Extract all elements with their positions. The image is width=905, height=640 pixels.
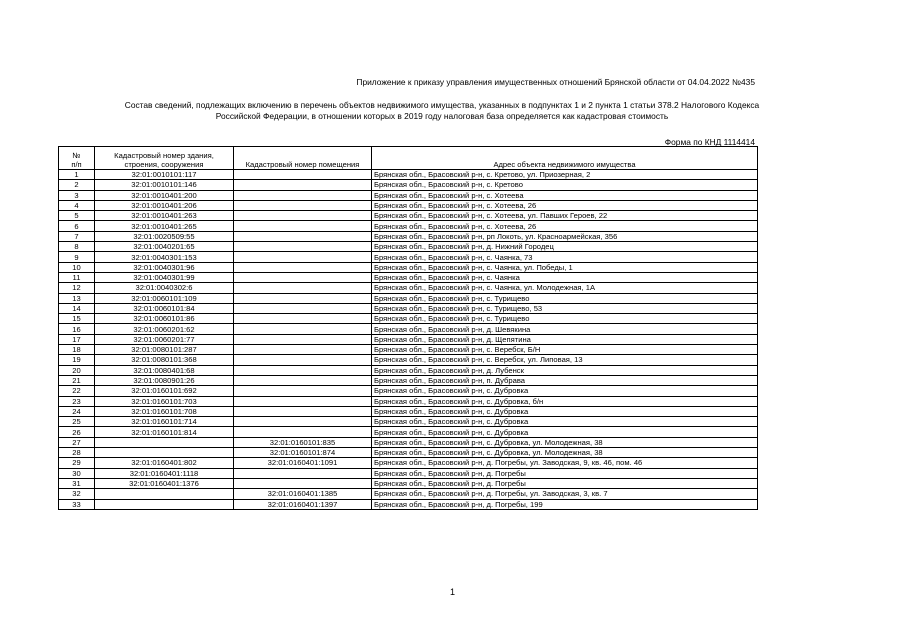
table-row xyxy=(59,427,758,437)
cell-num: 22 xyxy=(59,386,95,396)
cell-room: 32:01:0160401:1397 xyxy=(234,499,372,509)
cell-room xyxy=(234,314,372,324)
cell-num: 6 xyxy=(59,221,95,231)
table-row xyxy=(59,221,758,231)
cell-building: 32:01:0060101:84 xyxy=(95,303,234,313)
cell-num: 1 xyxy=(59,170,95,180)
table-row xyxy=(59,262,758,272)
cell-address: Брянская обл., Брасовский р-н, д. Погребы xyxy=(372,478,758,488)
cell-room xyxy=(234,190,372,200)
table-row xyxy=(59,417,758,427)
cell-room xyxy=(234,478,372,488)
header-building xyxy=(95,147,234,170)
cell-building: 32:01:0160401:1118 xyxy=(95,468,234,478)
cell-room xyxy=(234,375,372,385)
table-row xyxy=(59,252,758,262)
cell-address: Брянская обл., Брасовский р-н, д. Погребы, ул. Заводская, 9, кв. 46, пом. 46 xyxy=(372,458,758,468)
cell-room xyxy=(234,355,372,365)
cell-address: Брянская обл., Брасовский р-н, д. Щепятина xyxy=(372,334,758,344)
table-row xyxy=(59,180,758,190)
cell-address: Брянская обл., Брасовский р-н, с. Кретово xyxy=(372,180,758,190)
cell-building xyxy=(95,499,234,509)
table-row xyxy=(59,303,758,313)
cell-address: Брянская обл., Брасовский р-н, с. Турищево xyxy=(372,314,758,324)
cell-num: 28 xyxy=(59,448,95,458)
cell-room xyxy=(234,272,372,282)
table-row xyxy=(59,324,758,334)
cell-room xyxy=(234,406,372,416)
cell-num: 3 xyxy=(59,190,95,200)
cell-num: 30 xyxy=(59,468,95,478)
cell-num: 16 xyxy=(59,324,95,334)
cell-room xyxy=(234,170,372,180)
cell-room xyxy=(234,427,372,437)
cell-room xyxy=(234,345,372,355)
cell-address: Брянская обл., Брасовский р-н, с. Дубровка xyxy=(372,386,758,396)
header-num-line-2: п/п xyxy=(71,160,82,169)
cell-room xyxy=(234,334,372,344)
property-table xyxy=(58,146,758,510)
cell-num: 23 xyxy=(59,396,95,406)
cell-building: 32:01:0160101:692 xyxy=(95,386,234,396)
cell-building: 32:01:0040302:6 xyxy=(95,283,234,293)
cell-room xyxy=(234,262,372,272)
cell-building: 32:01:0160101:814 xyxy=(95,427,234,437)
cell-address: Брянская обл., Брасовский р-н, рп Локоть, ул. Красноармейская, 356 xyxy=(372,231,758,241)
table-row xyxy=(59,272,758,282)
cell-num: 19 xyxy=(59,355,95,365)
cell-address: Брянская обл., Брасовский р-н, с. Хотеева, ул. Павших Героев, 22 xyxy=(372,211,758,221)
table-row xyxy=(59,334,758,344)
cell-num: 21 xyxy=(59,375,95,385)
cell-num: 4 xyxy=(59,200,95,210)
cell-building: 32:01:0010101:117 xyxy=(95,170,234,180)
cell-num: 5 xyxy=(59,211,95,221)
header-building-line-2: строения, сооружения xyxy=(124,160,204,169)
table-row xyxy=(59,242,758,252)
cell-room xyxy=(234,396,372,406)
cell-num: 24 xyxy=(59,406,95,416)
cell-building: 32:01:0160101:708 xyxy=(95,406,234,416)
table-row xyxy=(59,190,758,200)
cell-address: Брянская обл., Брасовский р-н, с. Дубровка xyxy=(372,417,758,427)
cell-num: 13 xyxy=(59,293,95,303)
table-row xyxy=(59,396,758,406)
cell-room xyxy=(234,417,372,427)
cell-address: Брянская обл., Брасовский р-н, с. Хотеева, 26 xyxy=(372,200,758,210)
cell-building: 32:01:0010101:146 xyxy=(95,180,234,190)
cell-room xyxy=(234,211,372,221)
cell-room xyxy=(234,386,372,396)
table-row xyxy=(59,468,758,478)
table-row xyxy=(59,293,758,303)
cell-address: Брянская обл., Брасовский р-н, с. Хотеева, 26 xyxy=(372,221,758,231)
table-row xyxy=(59,283,758,293)
header-room: Кадастровый номер помещения xyxy=(234,147,372,170)
cell-address: Брянская обл., Брасовский р-н, с. Дубровка, б/н xyxy=(372,396,758,406)
cell-address: Брянская обл., Брасовский р-н, д. Погребы, 199 xyxy=(372,499,758,509)
table-row xyxy=(59,448,758,458)
subtitle-line-1: Состав сведений, подлежащих включению в перечень объектов недвижимого имущества, указанных в подпунктах 1 и 2 пункта 1 статьи 378.2 Налогового Кодекса xyxy=(124,100,760,110)
cell-building: 32:01:0080901:26 xyxy=(95,375,234,385)
cell-address: Брянская обл., Брасовский р-н, с. Чаянка, 73 xyxy=(372,252,758,262)
cell-building: 32:01:0010401:206 xyxy=(95,200,234,210)
cell-room xyxy=(234,283,372,293)
header-address: Адрес объекта недвижимого имущества xyxy=(372,147,758,170)
table-row xyxy=(59,499,758,509)
cell-room xyxy=(234,242,372,252)
cell-room xyxy=(234,468,372,478)
cell-num: 14 xyxy=(59,303,95,313)
cell-building: 32:01:0040301:96 xyxy=(95,262,234,272)
cell-building xyxy=(95,489,234,499)
cell-address: Брянская обл., Брасовский р-н, д. Нижний Городец xyxy=(372,242,758,252)
cell-building: 32:01:0080401:68 xyxy=(95,365,234,375)
cell-address: Брянская обл., Брасовский р-н, с. Турищево xyxy=(372,293,758,303)
cell-address: Брянская обл., Брасовский р-н, с. Турищево, 53 xyxy=(372,303,758,313)
cell-building: 32:01:0160101:703 xyxy=(95,396,234,406)
cell-num: 18 xyxy=(59,345,95,355)
cell-address: Брянская обл., Брасовский р-н, с. Дубровка xyxy=(372,406,758,416)
cell-num: 25 xyxy=(59,417,95,427)
cell-num: 9 xyxy=(59,252,95,262)
header-row xyxy=(59,147,758,170)
cell-building: 32:01:0010401:200 xyxy=(95,190,234,200)
cell-address: Брянская обл., Брасовский р-н, д. Шевякина xyxy=(372,324,758,334)
cell-building xyxy=(95,448,234,458)
cell-num: 10 xyxy=(59,262,95,272)
cell-building: 32:01:0010401:263 xyxy=(95,211,234,221)
cell-address: Брянская обл., Брасовский р-н, с. Веребск, Б/Н xyxy=(372,345,758,355)
cell-address: Брянская обл., Брасовский р-н, с. Веребск, ул. Липовая, 13 xyxy=(372,355,758,365)
cell-room xyxy=(234,200,372,210)
appendix-note: Приложение к приказу управления имущественных отношений Брянской области от 04.04.2022 №435 xyxy=(356,77,755,87)
cell-room: 32:01:0160401:1385 xyxy=(234,489,372,499)
cell-num: 7 xyxy=(59,231,95,241)
cell-address: Брянская обл., Брасовский р-н, д. Погребы, ул. Заводская, 3, кв. 7 xyxy=(372,489,758,499)
cell-building: 32:01:0160401:802 xyxy=(95,458,234,468)
cell-room xyxy=(234,231,372,241)
cell-building: 32:01:0060101:109 xyxy=(95,293,234,303)
cell-num: 33 xyxy=(59,499,95,509)
cell-address: Брянская обл., Брасовский р-н, с. Дубровка xyxy=(372,427,758,437)
subtitle-line-2: Российской Федерации, в отношении которых в 2019 году налоговая база определяется как кадастровая стоимость xyxy=(215,111,669,121)
table-row xyxy=(59,355,758,365)
header-num-line-1: № xyxy=(72,151,81,160)
cell-room: 32:01:0160101:874 xyxy=(234,448,372,458)
cell-room xyxy=(234,221,372,231)
table-row xyxy=(59,406,758,416)
cell-num: 17 xyxy=(59,334,95,344)
cell-address: Брянская обл., Брасовский р-н, д. Погребы xyxy=(372,468,758,478)
page-number: 1 xyxy=(449,587,455,597)
cell-building: 32:01:0060101:86 xyxy=(95,314,234,324)
header-num xyxy=(59,147,95,170)
cell-num: 26 xyxy=(59,427,95,437)
cell-num: 2 xyxy=(59,180,95,190)
table-row xyxy=(59,386,758,396)
table-row xyxy=(59,375,758,385)
table-body xyxy=(59,170,758,510)
cell-num: 20 xyxy=(59,365,95,375)
cell-num: 31 xyxy=(59,478,95,488)
cell-num: 11 xyxy=(59,272,95,282)
table-row xyxy=(59,170,758,180)
table-row xyxy=(59,200,758,210)
cell-building: 32:01:0060201:77 xyxy=(95,334,234,344)
cell-building: 32:01:0010401:265 xyxy=(95,221,234,231)
cell-num: 27 xyxy=(59,437,95,447)
cell-building: 32:01:0060201:62 xyxy=(95,324,234,334)
cell-address: Брянская обл., Брасовский р-н, д. Лубенск xyxy=(372,365,758,375)
cell-address: Брянская обл., Брасовский р-н, с. Хотеева xyxy=(372,190,758,200)
cell-num: 8 xyxy=(59,242,95,252)
cell-building: 32:01:0040301:99 xyxy=(95,272,234,282)
cell-building: 32:01:0080101:287 xyxy=(95,345,234,355)
table-row xyxy=(59,458,758,468)
cell-address: Брянская обл., Брасовский р-н, с. Чаянка, ул. Победы, 1 xyxy=(372,262,758,272)
cell-building xyxy=(95,437,234,447)
form-code: Форма по КНД 1114414 xyxy=(664,137,755,147)
document-subtitle xyxy=(72,100,812,122)
cell-building: 32:01:0160101:714 xyxy=(95,417,234,427)
cell-address: Брянская обл., Брасовский р-н, с. Дубровка, ул. Молодежная, 38 xyxy=(372,448,758,458)
cell-room xyxy=(234,365,372,375)
table-row xyxy=(59,314,758,324)
cell-num: 15 xyxy=(59,314,95,324)
table-row xyxy=(59,345,758,355)
cell-room xyxy=(234,252,372,262)
cell-address: Брянская обл., Брасовский р-н, с. Чаянка xyxy=(372,272,758,282)
cell-address: Брянская обл., Брасовский р-н, п. Дубрава xyxy=(372,375,758,385)
cell-room: 32:01:0160401:1091 xyxy=(234,458,372,468)
cell-room xyxy=(234,303,372,313)
cell-building: 32:01:0020509:55 xyxy=(95,231,234,241)
cell-room: 32:01:0160101:835 xyxy=(234,437,372,447)
header-building-line-1: Кадастровый номер здания, xyxy=(114,151,214,160)
table-row xyxy=(59,437,758,447)
table-row xyxy=(59,365,758,375)
table-row xyxy=(59,211,758,221)
cell-num: 29 xyxy=(59,458,95,468)
table-row xyxy=(59,478,758,488)
cell-address: Брянская обл., Брасовский р-н, с. Дубровка, ул. Молодежная, 38 xyxy=(372,437,758,447)
cell-building: 32:01:0040201:65 xyxy=(95,242,234,252)
cell-num: 12 xyxy=(59,283,95,293)
cell-building: 32:01:0040301:153 xyxy=(95,252,234,262)
cell-address: Брянская обл., Брасовский р-н, с. Чаянка, ул. Молодежная, 1А xyxy=(372,283,758,293)
cell-room xyxy=(234,324,372,334)
cell-building: 32:01:0080101:368 xyxy=(95,355,234,365)
cell-address: Брянская обл., Брасовский р-н, с. Кретово, ул. Приозерная, 2 xyxy=(372,170,758,180)
table-row xyxy=(59,231,758,241)
cell-room xyxy=(234,293,372,303)
table-header xyxy=(59,147,758,170)
cell-building: 32:01:0160401:1376 xyxy=(95,478,234,488)
cell-num: 32 xyxy=(59,489,95,499)
cell-room xyxy=(234,180,372,190)
table-row xyxy=(59,489,758,499)
